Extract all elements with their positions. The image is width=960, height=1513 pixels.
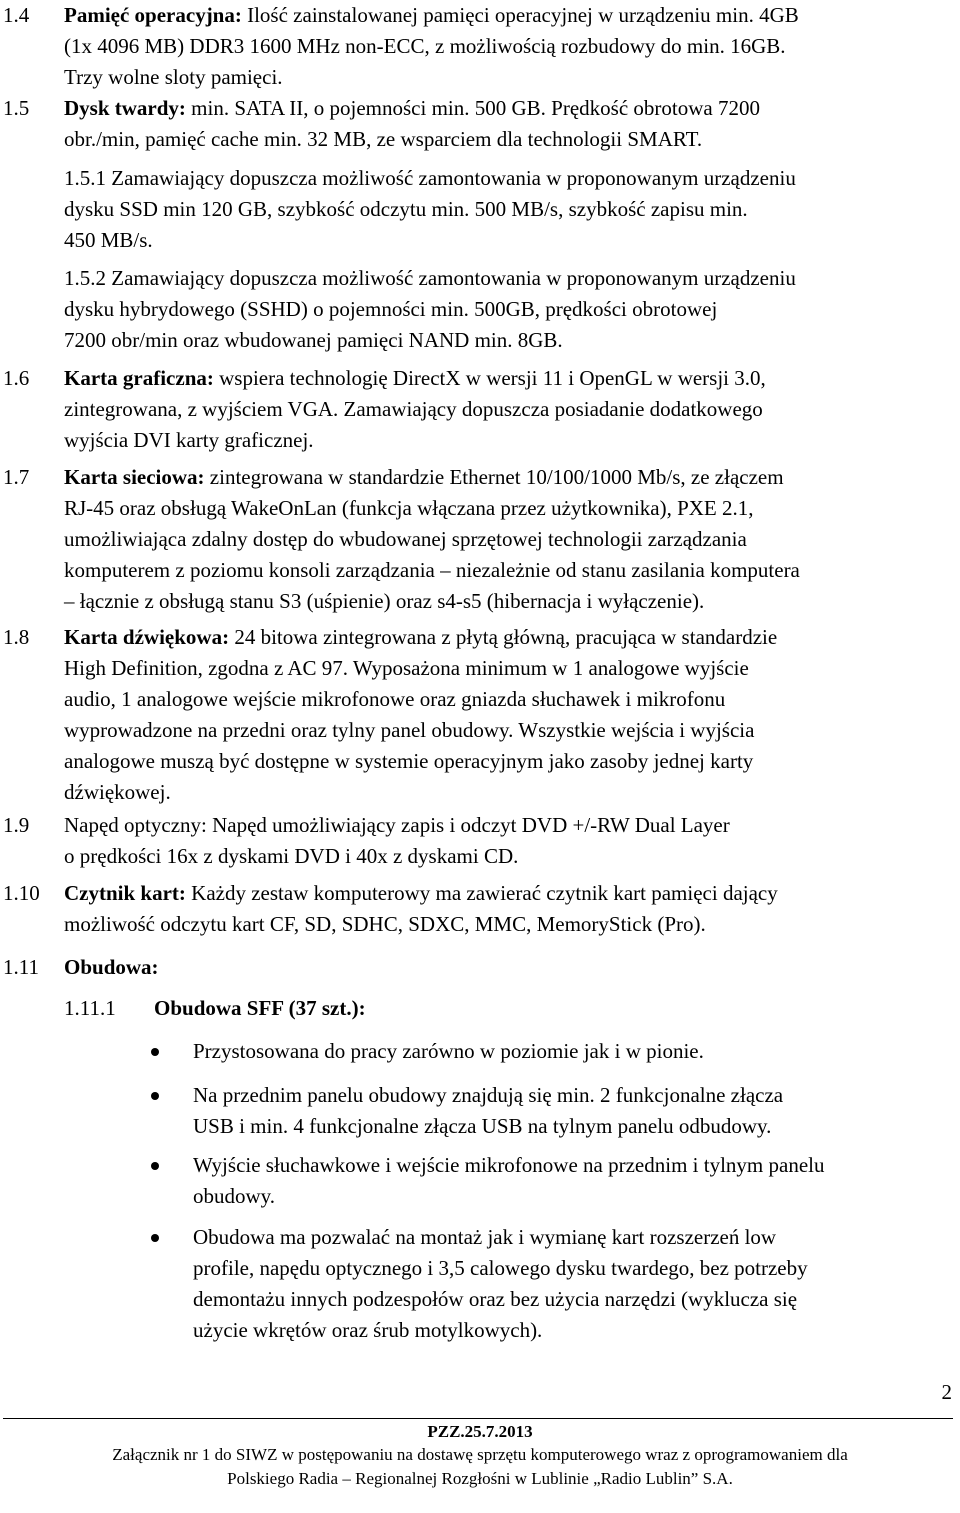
section-text: zintegrowana w standardzie Ethernet 10/100/1000 Mb/s, ze złączem xyxy=(204,465,784,489)
section-number: 1.4 xyxy=(3,3,30,27)
section-number: 1.11 xyxy=(3,955,39,979)
section-number: 1.5.2 xyxy=(64,266,106,290)
section-text: komputerem z poziomu konsoli zarządzania – niezależnie od stanu zasilania komputera xyxy=(64,558,800,582)
section-title: Karta graficzna: xyxy=(64,366,214,390)
section-title: Karta sieciowa: xyxy=(64,465,205,489)
section-text: dźwiękowej. xyxy=(64,780,171,804)
section-text: umożliwiająca zdalny dostęp do wbudowanej sprzętowej technologii zarządzania xyxy=(64,527,747,551)
section-text: Każdy zestaw komputerowy ma zawierać czytnik kart pamięci dający xyxy=(185,881,778,905)
section-number: 1.5 xyxy=(3,96,30,120)
footer-line-2: Polskiego Radia – Regionalnej Rozgłośni w Lublinie „Radio Lublin” S.A. xyxy=(227,1469,733,1488)
section-text: – łącznie z obsługą stanu S3 (uśpienie) oraz s4-s5 (hibernacja i wyłączenie). xyxy=(64,589,705,613)
section-number: 1.9 xyxy=(3,813,30,837)
list-item: Na przednim panelu obudowy znajdują się min. 2 funkcjonalne złącza USB i min. 4 funkcjonalne złącza USB na tylnym panelu odbudowy. xyxy=(193,1083,784,1138)
section-number: 1.7 xyxy=(3,465,30,489)
section-text: dysku hybrydowego (SSHD) o pojemności min. 500GB, prędkości obrotowej xyxy=(64,297,718,321)
bullet-icon xyxy=(151,1234,159,1242)
section-text: wyjścia DVI karty graficznej. xyxy=(64,428,314,452)
section-text: wyprowadzone na przedni oraz tylny panel obudowy. Wszystkie wejścia i wyjścia xyxy=(64,718,755,742)
list-item: Obudowa ma pozwalać na montaż jak i wymianę kart rozszerzeń low profile, napędu optycznego i 3,5 calowego dysku twardego, bez potrzeby demontażu innych podzespołów oraz bez użycia narzędzi (wyklucza się użycie wkrętów oraz śrub motylkowych). xyxy=(193,1225,808,1342)
section-title: Obudowa SFF (37 szt.): xyxy=(154,996,366,1020)
section-text: 24 bitowa zintegrowana z płytą główną, pracująca w standardzie xyxy=(229,625,778,649)
section-text: Ilość zainstalowanej pamięci operacyjnej w urządzeniu min. 4GB xyxy=(241,3,799,27)
section-number: 1.6 xyxy=(3,366,30,390)
section-number: 1.11.1 xyxy=(64,996,116,1020)
section-text: dysku SSD min 120 GB, szybkość odczytu min. 500 MB/s, szybkość zapisu min. xyxy=(64,197,748,221)
list-item: Przystosowana do pracy zarówno w poziomie jak i w pionie. xyxy=(193,1039,704,1063)
section-text: RJ-45 oraz obsługą WakeOnLan (funkcja włączana przez użytkownika), PXE 2.1, xyxy=(64,496,754,520)
section-text: Napęd optyczny: Napęd umożliwiający zapis i odczyt DVD +/-RW Dual Layer xyxy=(64,813,730,837)
section-text: audio, 1 analogowe wejście mikrofonowe oraz gniazda słuchawek i mikrofonu xyxy=(64,687,726,711)
section-text: 7200 obr/min oraz wbudowanej pamięci NAND min. 8GB. xyxy=(64,328,563,352)
section-text: Zamawiający dopuszcza możliwość zamontowania w proponowanym urządzeniu xyxy=(106,166,796,190)
section-number: 1.8 xyxy=(3,625,30,649)
footer-divider xyxy=(3,1418,953,1419)
bullet-icon xyxy=(151,1162,159,1170)
list-item: Wyjście słuchawkowe i wejście mikrofonowe na przednim i tylnym panelu obudowy. xyxy=(193,1153,825,1208)
section-text: Zamawiający dopuszcza możliwość zamontowania w proponowanym urządzeniu xyxy=(106,266,796,290)
section-text: Trzy wolne sloty pamięci. xyxy=(64,65,283,89)
page-number: 2 xyxy=(941,1380,952,1404)
section-number: 1.5.1 xyxy=(64,166,106,190)
section-number: 1.10 xyxy=(3,881,40,905)
section-text: możliwość odczytu kart CF, SD, SDHC, SDXC, MMC, MemoryStick (Pro). xyxy=(64,912,706,936)
section-text: High Definition, zgodna z AC 97. Wyposażona minimum w 1 analogowe wyjście xyxy=(64,656,749,680)
document-code: PZZ.25.7.2013 xyxy=(427,1422,533,1441)
section-text: 450 MB/s. xyxy=(64,228,153,252)
section-text: o prędkości 16x z dyskami DVD i 40x z dyskami CD. xyxy=(64,844,519,868)
section-title: Czytnik kart: xyxy=(64,881,186,905)
footer-line-1: Załącznik nr 1 do SIWZ w postępowaniu na dostawę sprzętu komputerowego wraz z oprogramowaniem dla xyxy=(112,1445,848,1464)
section-title: Dysk twardy: xyxy=(64,96,186,120)
section-text: (1x 4096 MB) DDR3 1600 MHz non-ECC, z możliwością rozbudowy do min. 16GB. xyxy=(64,34,786,58)
section-title: Pamięć operacyjna: xyxy=(64,3,242,27)
bullet-icon xyxy=(151,1092,159,1100)
section-text: wspiera technologię DirectX w wersji 11 i OpenGL w wersji 3.0, xyxy=(213,366,766,390)
section-title: Karta dźwiękowa: xyxy=(64,625,230,649)
section-text: obr./min, pamięć cache min. 32 MB, ze wsparciem dla technologii SMART. xyxy=(64,127,703,151)
bullet-icon xyxy=(151,1048,159,1056)
section-text: zintegrowana, z wyjściem VGA. Zamawiający dopuszcza posiadanie dodatkowego xyxy=(64,397,763,421)
section-text: analogowe muszą być dostępne w systemie operacyjnym jako zasoby jednej karty xyxy=(64,749,754,773)
section-title: Obudowa: xyxy=(64,955,159,979)
section-text: min. SATA II, o pojemności min. 500 GB. Prędkość obrotowa 7200 xyxy=(185,96,760,120)
